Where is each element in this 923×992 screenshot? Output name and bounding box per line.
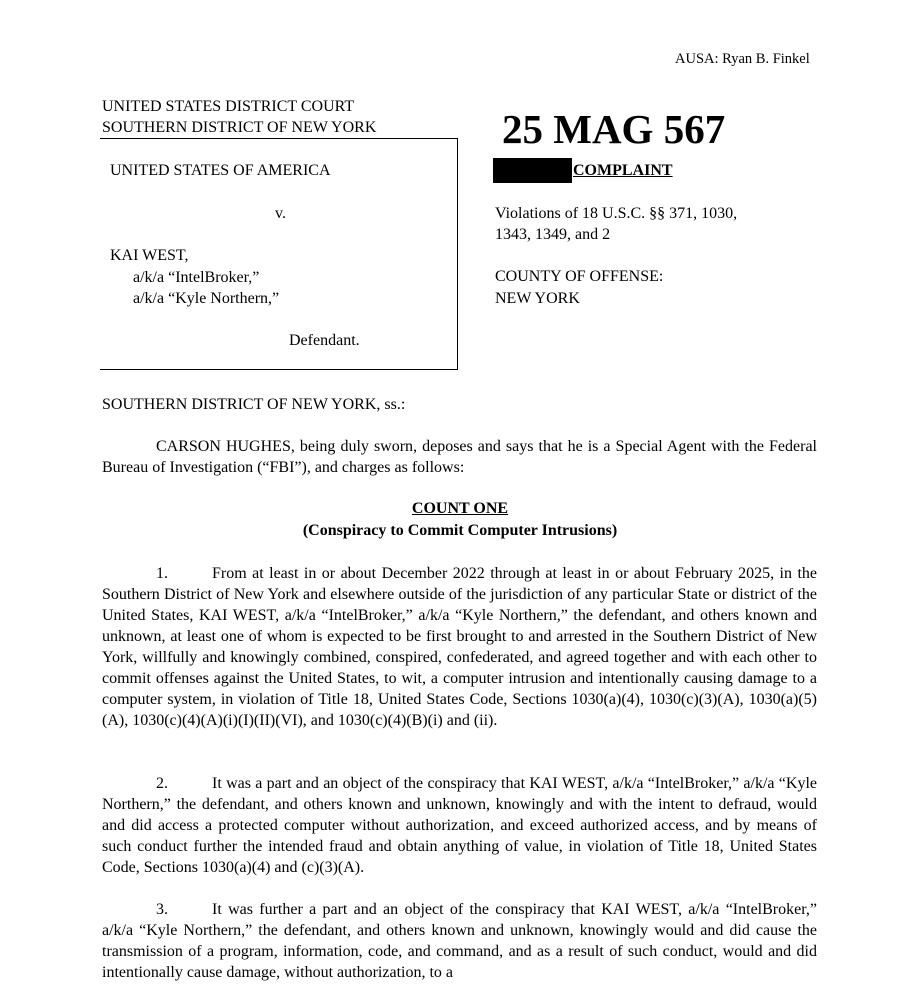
redaction-block [493, 158, 572, 183]
intro-text: CARSON HUGHES, being duly sworn, deposes and says that he is a Special Agent with the Federal Bureau of Investigation (“FBI”), and charges as follows: [102, 438, 817, 476]
docket-number: 25 MAG 567 [502, 106, 726, 152]
paragraph-text: It was a part and an object of the conspiracy that KAI WEST, a/k/a “IntelBroker,” a/k/a “Kyle Northern,” the defendant, and others known and unknown, knowingly and with the intent to defraud, would and did access a protected computer without authorization, and exceed authorized access, and by means of such conduct further the intended fraud and obtain anything of value, in violation of Title 18, United States Code, Sections 1030(a)(4) and (c)(3)(A). [102, 775, 817, 876]
intro-paragraph [102, 436, 817, 478]
paragraph-3 [102, 899, 817, 983]
paragraph-2 [102, 773, 817, 878]
defendant-label: Defendant. [289, 332, 360, 349]
defendant-alias-2: a/k/a “Kyle Northern,” [133, 290, 280, 307]
count-title: COUNT ONE [411, 500, 509, 517]
paragraph-number: 3. [156, 901, 168, 918]
paragraph-1 [102, 563, 817, 731]
violations-line2: 1343, 1349, and 2 [495, 226, 611, 243]
court-name-line1: UNITED STATES DISTRICT COURT [102, 98, 355, 115]
court-name-line2: SOUTHERN DISTRICT OF NEW YORK [102, 119, 377, 136]
paragraph-text: It was further a part and an object of the conspiracy that KAI WEST, a/k/a “IntelBroker,” a/k/a “Kyle Northern,” the defendant, and others known and unknown, knowingly would and did cause the transmission of a program, information, code, and command, and as a result of such conduct, would and did intentionally cause damage, without authorization, to a [102, 901, 817, 981]
county-value: NEW YORK [495, 290, 580, 307]
venue-line: SOUTHERN DISTRICT OF NEW YORK, ss.: [102, 396, 406, 413]
paragraph-number: 2. [156, 775, 168, 792]
defendant-alias-1: a/k/a “IntelBroker,” [133, 269, 260, 286]
paragraph-number: 1. [156, 565, 168, 582]
complaint-title: COMPLAINT [573, 162, 673, 179]
paragraph-text: From at least in or about December 2022 through at least in or about February 2025, in the Southern District of New York and elsewhere outside of the jurisdiction of any particular State or district of the United States, KAI WEST, a/k/a “IntelBroker,” a/k/a “Kyle Northern,” the defendant, and others known and unknown, at least one of whom is expected to be first brought to and arrested in the Southern District of New York, willfully and knowingly combined, conspired, confederated, and agreed together and with each other to commit offenses against the United States, to wit, a computer intrusion and intentionally causing damage to a computer system, in violation of Title 18, United States Code, Sections 1030(a)(4), 1030(c)(3)(A), 1030(a)(5)(A), 1030(c)(4)(A)(i)(I)(II)(VI), and 1030(c)(4)(B)(i) and (ii). [102, 565, 817, 729]
county-label: COUNTY OF OFFENSE: [495, 268, 664, 285]
defendant-name: KAI WEST, [110, 247, 189, 264]
plaintiff-name: UNITED STATES OF AMERICA [110, 162, 331, 179]
count-subtitle: (Conspiracy to Commit Computer Intrusions) [302, 522, 618, 539]
versus-label: v. [275, 205, 286, 222]
ausa-attribution: AUSA: Ryan B. Finkel [675, 51, 810, 67]
violations-line1: Violations of 18 U.S.C. §§ 371, 1030, [495, 205, 738, 222]
